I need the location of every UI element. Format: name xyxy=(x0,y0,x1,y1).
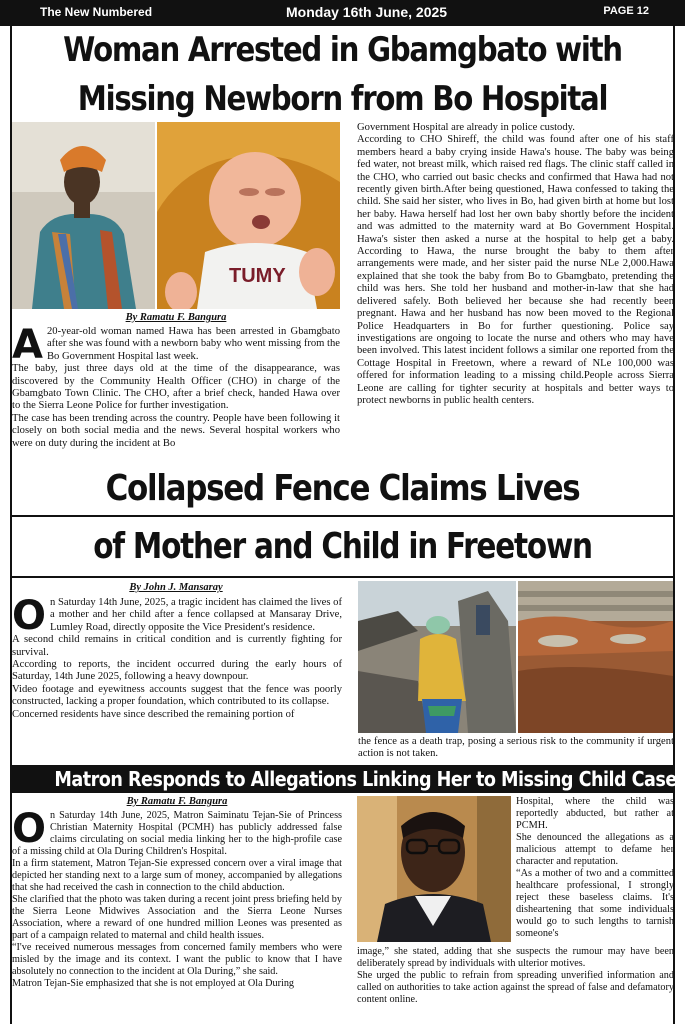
article1-byline: By Ramatu F. Bangura xyxy=(125,312,227,323)
baby-photo xyxy=(157,122,340,309)
masthead-bar xyxy=(0,0,685,26)
article1-column-left xyxy=(12,322,340,460)
page-number: PAGE 12 xyxy=(603,5,649,17)
matron-photo xyxy=(357,796,511,942)
article1-paragraph: The baby, just three days old at the time of the disappearance, was discovered by the Community Health Officer (CHO) in charge of the Gbamgbato Town Clinic. The CHO, after a brief check, handed Hawa over to the Sierra Leone Police for further investigation. xyxy=(12,363,340,412)
article3-paragraph: “I've received numerous messages from concerned family members who were misled by the image and its context. I want the public to know that I have absolutely no connection to the incident at Ola During,” she said. xyxy=(12,942,342,977)
article2-headline-line2: of Mother and Child in Freetown xyxy=(93,526,592,567)
article2-paragraph: Concerned residents have since described the remaining portion of xyxy=(12,708,295,720)
article3-column-left xyxy=(12,806,342,1020)
article3-paragraph: “As a mother of two and a committed healthcare professional, I strongly reject these baseless claims. It's disheartening that some individuals would go to such lengths to tarnish someone's xyxy=(516,868,674,939)
article3-paragraph: n Saturday 14th June, 2025, Matron Saiminatu Tejan-Sie of Princess Christian Maternity Hospital (PCMH) has publicly addressed false claims circulating on social media linking her to the high-profile case of a missing child at Ola During Children's Hospital. xyxy=(12,810,342,857)
article1-paragraph: According to CHO Shireff, the child was found after one of his staff members heard a baby crying inside Hawa's house. The baby was being fed water, not breast milk, which raised red flags. The clinic staff called in the CHO, who carried out basic checks and confirmed that Hawa had not recently given birth.After being questioned, Hawa confessed to taking the child. She said her sister, who lives in Bo, had given birth at home but lost her baby. Hawa herself had lost her own baby shortly before the incident and was admitted to the maternity ward at Bo Government Hospital. Hawa's sister then asked a nurse at the hospital to help get a baby. According to Hawa, the nurse brought the baby to them after arrangements were made, and her sister paid the nurse NLe 2,000.Hawa explained that she took the baby from Bo to Gbamgbato, pretending the child was hers. She told her husband and mother-in-law that she had delivered safely. Both believed her because she had recently been pregnant. Hawa and her husband has now been moved to the Regional Police Headquarters in Bo for further questioning. Police say investigations are ongoing to locate the nurse and others who may have been involved. This latest incident follows a similar one reported from the Cottage Hospital in Freetown, where a reward of NLe 100,000 was offered for information leading to a missing child.People across Sierra Leone are calling for tighter security at hospitals and better ways to protect newborns in public health centers. xyxy=(357,134,674,406)
article2-column-right xyxy=(358,736,674,764)
article3-headline: Matron Responds to Allegations Linking Her to Missing Child Case xyxy=(54,767,677,791)
article2-paragraph: the fence as a death trap, posing a serious risk to the community if urgent action is not taken. xyxy=(358,736,674,760)
article2-paragraph: According to reports, the incident occurred during the early hours of Saturday, 14th June 2025, following a heavy downpour. xyxy=(12,659,342,683)
article3-paragraph: Hospital, where the child was reportedly abducted, but rather at PCMH. xyxy=(516,796,674,831)
article3-column-bottom xyxy=(357,946,674,1022)
article2-headline-line1: Collapsed Fence Claims Lives xyxy=(105,468,580,509)
article2-paragraph: n Saturday 14th June, 2025, a tragic incident has claimed the lives of a mother and her child after a fence collapsed at Mansaray Drive, Lumley Road, directly opposite the Vice President's residence. xyxy=(50,597,342,633)
article2-column-left xyxy=(12,593,342,761)
article3-paragraph: image,” she stated, adding that she suspects the rumour may have been deliberately spread by individuals with ulterior motives. xyxy=(357,946,674,969)
article3-paragraph: Matron Tejan-Sie emphasized that she is not employed at Ola During xyxy=(12,978,295,989)
svg-text:TUMY: TUMY xyxy=(229,265,286,287)
article2-headline-rule xyxy=(12,515,673,517)
article1-dropcap: A xyxy=(12,322,43,368)
article1-column-right xyxy=(357,122,674,462)
article2-headline-rule xyxy=(12,576,673,578)
article3-paragraph: She clarified that the photo was taken during a recent joint press briefing held by the Sierra Leone Midwives Association and the Sierra Leone Nurses Association, where a reward of one hundred million Leones was presented as part of a campaign related to maternal and child health issues. xyxy=(12,894,342,941)
article3-byline: By Ramatu F. Bangura xyxy=(126,796,228,807)
article1-paragraph: The case has been trending across the country. People have been following it closely on both social media and the news. Several hospital workers who were on duty during the incident at Bo xyxy=(12,412,340,449)
article3-dropcap: O xyxy=(12,806,47,852)
article2-dropcap: O xyxy=(12,593,47,639)
collapsed-fence-scene-photo xyxy=(358,581,516,733)
article3-paragraph: She denounced the allegations as a malicious attempt to defame her character and reputation. xyxy=(516,832,674,867)
article1-paragraph: Government Hospital are already in police custody. xyxy=(357,122,575,133)
article2-paragraph: Video footage and eyewitness accounts suggest that the fence was poorly constructed, lacking a proper foundation, which contributed to its collapse. xyxy=(12,683,342,708)
article2-paragraph: A second child remains in critical condition and is currently fighting for survival. xyxy=(12,634,342,658)
woman-photo xyxy=(12,122,155,309)
article3-paragraph: In a firm statement, Matron Tejan-Sie expressed concern over a viral image that depicted her standing next to a large sum of money, accompanied by allegations that she had received the cash in connection to the child abduction. xyxy=(12,858,342,893)
collapsed-fence-wall-photo xyxy=(518,581,673,733)
article3-paragraph: She urged the public to refrain from spreading unverified information and called on authorities to take action against the spread of false and defamatory content online. xyxy=(357,970,674,1005)
issue-date: Monday 16th June, 2025 xyxy=(286,4,448,20)
paper-name: The New Numbered xyxy=(40,5,153,19)
article3-headline-bar xyxy=(12,765,677,793)
article2-byline: By John J. Mansaray xyxy=(129,582,223,593)
article1-paragraph: 20-year-old woman named Hawa has been arrested in Gbamgbato after she was found with a newborn baby who went missing from the Bo Government Hospital last week. xyxy=(46,326,340,362)
article3-column-right xyxy=(516,796,674,946)
article1-headline-line2: Missing Newborn from Bo Hospital xyxy=(77,79,608,119)
article1-headline-line1: Woman Arrested in Gbamgbato with xyxy=(63,30,622,70)
